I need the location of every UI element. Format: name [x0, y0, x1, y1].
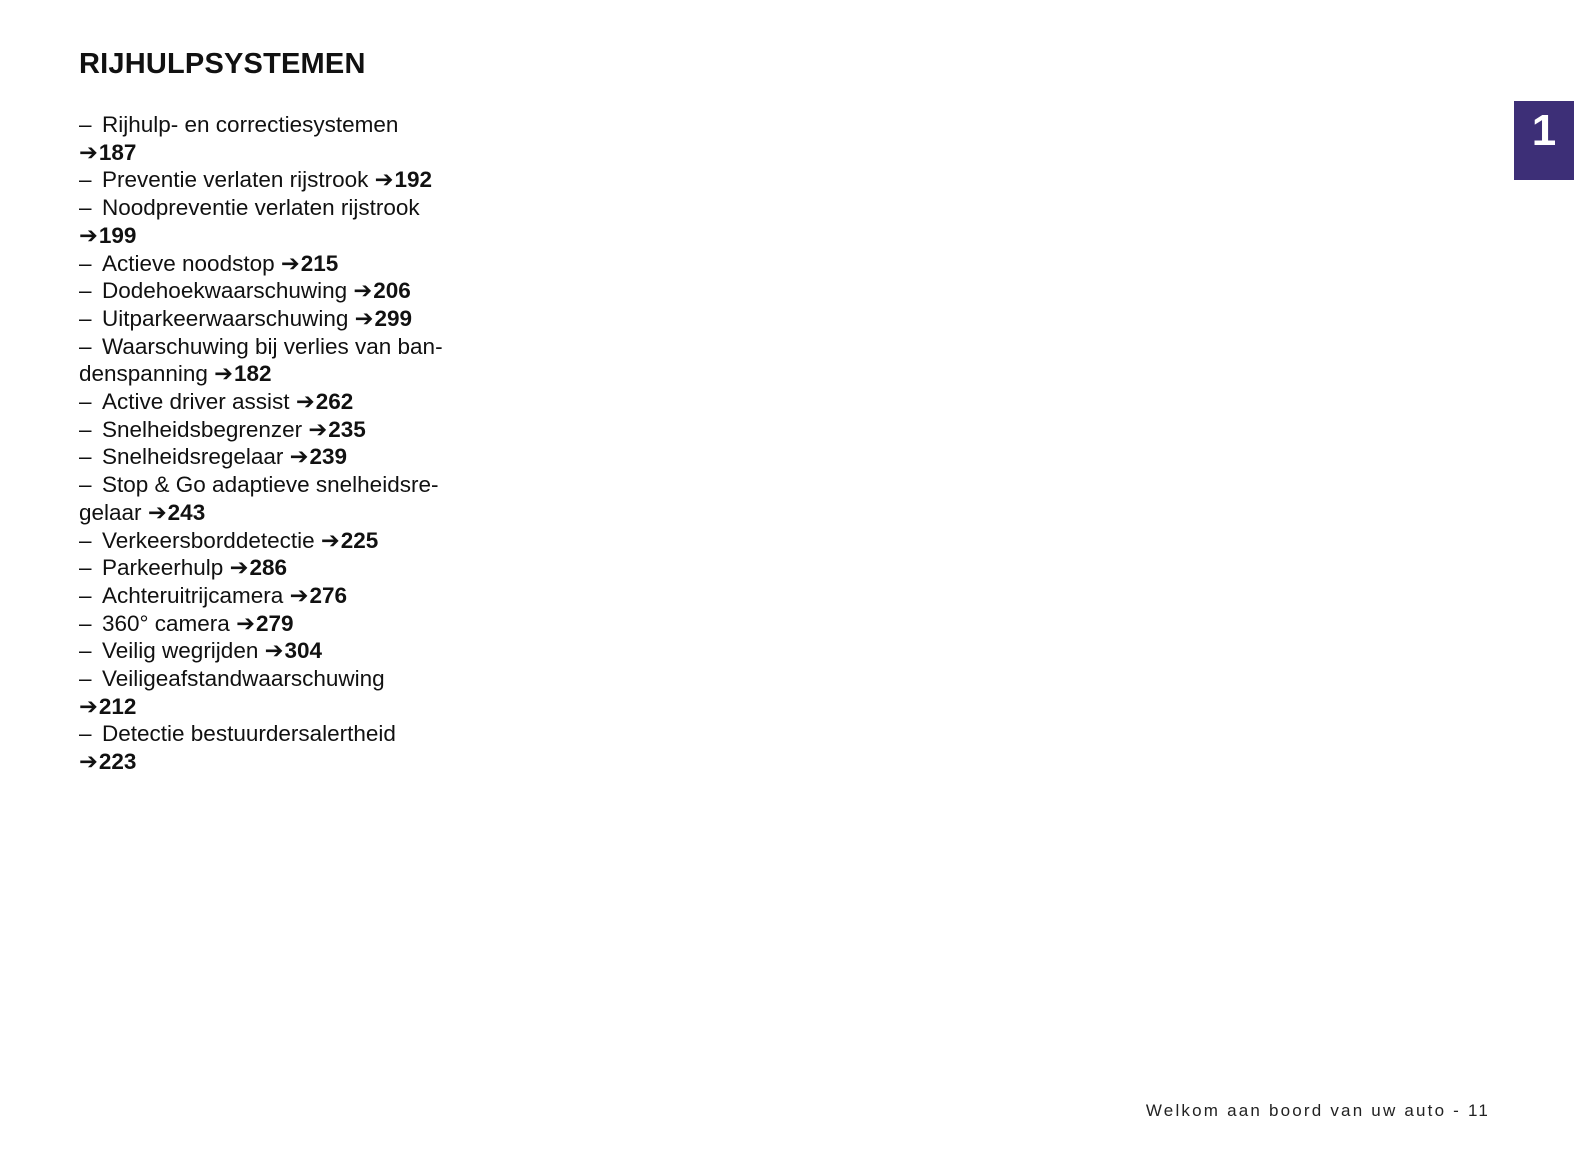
entry-label: Snelheidsbegrenzer: [102, 416, 303, 442]
entry-label: Waarschuwing bij verlies van ban-: [102, 333, 443, 359]
entry-label: 360° camera: [102, 610, 230, 636]
list-item[interactable]: [79, 250, 519, 278]
right-arrow-icon: ➔: [79, 693, 98, 719]
list-dash: –: [79, 167, 92, 193]
entry-label: Parkeerhulp: [102, 555, 224, 581]
list-dash: –: [79, 195, 92, 221]
right-arrow-icon: ➔: [229, 555, 249, 581]
list-dash: –: [79, 389, 92, 415]
list-item[interactable]: [79, 111, 519, 166]
entry-label: Active driver assist: [102, 389, 290, 415]
page-reference[interactable]: 206: [373, 278, 411, 304]
right-arrow-icon: ➔: [354, 305, 374, 331]
right-arrow-icon: ➔: [280, 250, 300, 276]
page-reference[interactable]: 286: [249, 555, 287, 581]
list-item[interactable]: [79, 637, 519, 665]
list-item[interactable]: [79, 665, 519, 720]
list-item[interactable]: [79, 166, 519, 194]
entry-label: Snelheidsregelaar: [102, 444, 284, 470]
right-arrow-icon: ➔: [236, 610, 255, 636]
list-dash: –: [79, 610, 92, 636]
list-item[interactable]: [79, 527, 519, 555]
entry-label: Uitparkeerwaarschuwing: [102, 305, 349, 331]
entry-label: Veilig wegrijden: [102, 638, 259, 664]
entry-label: Preventie verlaten rijstrook: [102, 167, 369, 193]
entry-label: Stop & Go adaptieve snelheidsre-: [102, 472, 439, 498]
list-dash: –: [79, 278, 92, 304]
entry-label: Achteruitrijcamera: [102, 582, 284, 608]
page-title: RIJHULPSYSTEMEN: [79, 48, 366, 80]
entry-label: Rijhulp- en correctiesystemen: [102, 112, 399, 137]
entry-label: Noodpreventie verlaten rijstrook: [102, 195, 420, 221]
list-dash: –: [79, 305, 92, 331]
entry-label: Dodehoekwaarschuwing: [102, 278, 348, 304]
right-arrow-icon: ➔: [264, 638, 284, 664]
page-reference[interactable]: 262: [315, 389, 354, 415]
list-item[interactable]: [79, 305, 519, 333]
right-arrow-icon: ➔: [79, 222, 98, 248]
page-reference[interactable]: 243: [167, 499, 206, 525]
entry-label: Actieve noodstop: [102, 250, 275, 276]
list-dash: –: [79, 527, 92, 553]
right-arrow-icon: ➔: [295, 389, 315, 415]
right-arrow-icon: ➔: [308, 416, 328, 442]
list-dash: –: [79, 721, 92, 747]
list-dash: –: [79, 112, 92, 137]
list-dash: –: [79, 638, 92, 664]
list-item[interactable]: [79, 610, 519, 638]
page-reference[interactable]: 225: [340, 527, 379, 553]
entry-label: Verkeersborddetectie: [102, 527, 315, 553]
list-dash: –: [79, 666, 92, 692]
list-item[interactable]: [79, 333, 519, 388]
right-arrow-icon: ➔: [147, 499, 167, 525]
list-dash: –: [79, 250, 92, 276]
right-arrow-icon: ➔: [214, 361, 233, 387]
page-reference[interactable]: 223: [98, 749, 137, 775]
list-item[interactable]: [79, 194, 519, 249]
right-arrow-icon: ➔: [79, 139, 98, 165]
entry-label-continued: denspanning: [79, 361, 208, 387]
list-dash: –: [79, 555, 92, 581]
page-reference[interactable]: 304: [284, 638, 323, 664]
list-item[interactable]: [79, 443, 519, 471]
right-arrow-icon: ➔: [79, 749, 98, 775]
right-arrow-icon: ➔: [374, 167, 394, 193]
system-list: [79, 111, 519, 776]
page-reference[interactable]: 276: [309, 582, 347, 608]
list-dash: –: [79, 444, 92, 470]
right-arrow-icon: ➔: [320, 527, 340, 553]
list-item[interactable]: [79, 720, 519, 775]
page-reference[interactable]: 192: [394, 167, 433, 193]
list-item[interactable]: [79, 416, 519, 444]
list-dash: –: [79, 333, 92, 359]
list-item[interactable]: [79, 582, 519, 610]
page-reference[interactable]: 199: [98, 222, 137, 248]
entry-label: Detectie bestuurdersalertheid: [102, 721, 396, 747]
list-item[interactable]: [79, 554, 519, 582]
page-reference[interactable]: 187: [98, 139, 137, 165]
list-dash: –: [79, 416, 92, 442]
list-item[interactable]: [79, 388, 519, 416]
page-reference[interactable]: 215: [300, 250, 339, 276]
page-reference[interactable]: 239: [309, 444, 348, 470]
page-footer: Welkom aan boord van uw auto - 11: [1145, 1101, 1490, 1120]
list-item[interactable]: [79, 471, 519, 526]
page-reference[interactable]: 182: [234, 361, 272, 387]
page-reference[interactable]: 279: [255, 610, 294, 636]
right-arrow-icon: ➔: [353, 278, 373, 304]
page-reference[interactable]: 235: [328, 416, 366, 442]
list-dash: –: [79, 472, 92, 498]
page-reference[interactable]: 212: [98, 693, 137, 719]
page-reference[interactable]: 299: [374, 305, 413, 331]
right-arrow-icon: ➔: [289, 444, 309, 470]
list-dash: –: [79, 582, 92, 608]
entry-label: Veiligeafstandwaarschuwing: [102, 666, 385, 692]
entry-label-continued: gelaar: [79, 499, 142, 525]
right-arrow-icon: ➔: [289, 582, 309, 608]
list-item[interactable]: [79, 277, 519, 305]
chapter-number: 1: [1531, 106, 1557, 155]
chapter-tab[interactable]: [1514, 101, 1574, 180]
